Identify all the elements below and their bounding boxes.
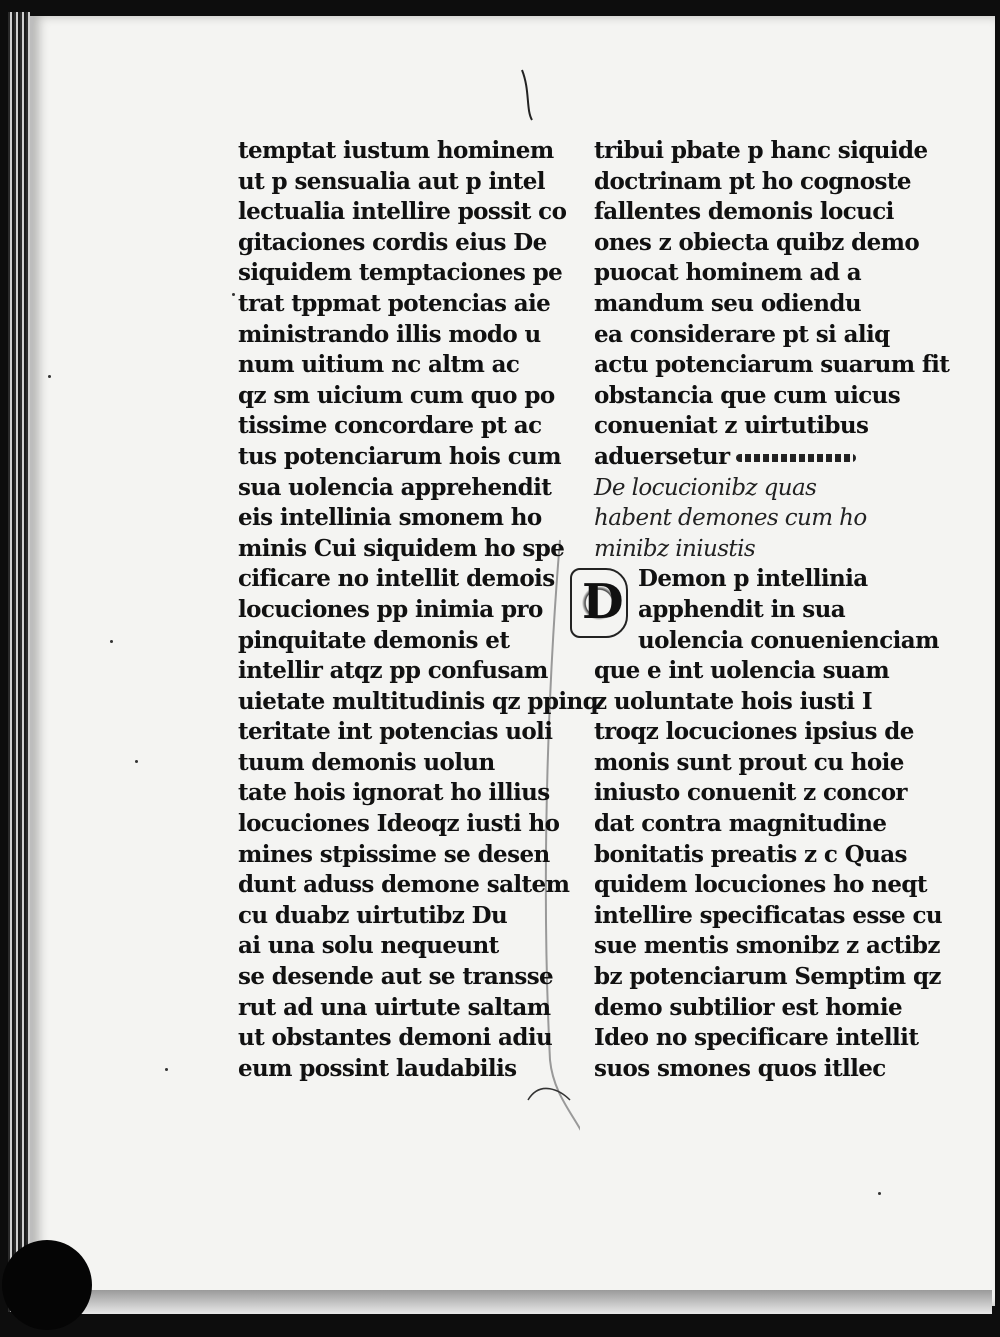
text-line: teritate int potencias uoli (238, 718, 553, 746)
text-line: habent demones cum ho (594, 505, 867, 532)
text-line: ministrando illis modo u (238, 320, 541, 348)
text-line: suos smones quos itllec (594, 1054, 886, 1082)
text-line: uolencia conuenienciam (638, 626, 939, 654)
speckle (232, 293, 235, 296)
corner-shadow (2, 1240, 92, 1330)
text-line: eum possint laudabilis (238, 1054, 517, 1082)
text-line: tus potenciarum hois cum (238, 442, 561, 470)
page-bottom-shadow (30, 1290, 992, 1314)
text-line: doctrinam pt ho cognoste (594, 167, 911, 195)
left-text-column (238, 136, 599, 1084)
text-line: que e int uolencia suam (594, 657, 890, 685)
text-line: dat contra magnitudine (594, 810, 887, 838)
text-line: cificare no intellit demois (238, 565, 555, 593)
text-line: actu potenciarum suarum fit (594, 351, 950, 379)
text-line: aduersetur (594, 442, 914, 473)
text-line: sua uolencia apprehendit (238, 473, 552, 501)
text-line: locuciones pp inimia pro (238, 595, 543, 623)
text-line: puocat hominem ad a (594, 259, 862, 287)
text-line: z uoluntate hois iusti I (594, 687, 872, 715)
text-line: ut p sensualia aut p intel (238, 167, 545, 195)
text-line: conueniat z uirtutibus (594, 412, 869, 440)
text-line: ut obstantes demoni adiu (238, 1024, 553, 1052)
decorated-initial (570, 568, 628, 638)
text-line: fallentes demonis locuci (594, 198, 894, 226)
text-line: intellire specificatas esse cu (594, 901, 943, 929)
speckle (878, 1192, 881, 1195)
text-line: gitaciones cordis eius De (238, 228, 547, 256)
text-line: Demon p intellinia (638, 565, 868, 593)
text-line: bonitatis preatis z c Quas (594, 840, 907, 868)
text-line: minibz iniustis (594, 535, 756, 562)
text-line: quidem locuciones ho neqt (594, 871, 927, 899)
text-line: locuciones Ideoqz iusti ho (238, 810, 560, 838)
text-line: trat tppmat potencias aie (238, 289, 551, 317)
text-line: ai una solu nequeunt (238, 932, 499, 960)
speckle (110, 640, 113, 643)
text-line: mandum seu odiendu (594, 289, 861, 317)
text-line: ea considerare pt si aliq (594, 320, 890, 348)
text-line: monis sunt prout cu hoie (594, 748, 904, 776)
text-line: mines stpissime se desen (238, 840, 550, 868)
text-line: rut ad una uirtute saltam (238, 993, 551, 1021)
text-line: tissime concordare pt ac (238, 412, 542, 440)
text-line: sue mentis smonibz z actibz (594, 932, 940, 960)
text-line: pinquitate demonis et (238, 626, 510, 654)
text-line: tuum demonis uolun (238, 748, 495, 776)
text-line: cu duabz uirtutibz Du (238, 901, 508, 929)
text-line: qz sm uicium cum quo po (238, 381, 555, 409)
text-line: se desende aut se transse (238, 963, 554, 991)
speckle (135, 760, 138, 763)
text-line: bz potenciarum Semptim qz (594, 963, 941, 991)
text-line: dunt aduss demone saltem (238, 871, 570, 899)
text-line: ones z obiecta quibz demo (594, 228, 920, 256)
text-line: num uitium nc altm ac (238, 351, 520, 379)
text-line: eis intellinia smonem ho (238, 504, 542, 532)
speckle (48, 375, 51, 378)
right-text-column (594, 136, 950, 1084)
line-filler-mark (736, 454, 856, 462)
initial-letter: D (582, 574, 624, 630)
text-line: tribui pbate p hanc siquide (594, 137, 928, 164)
text-line: tate hois ignorat ho illius (238, 779, 550, 807)
text-line: De locucionibz quas (594, 474, 817, 501)
text-line: siquidem temptaciones pe (238, 259, 563, 287)
speckle (165, 1068, 168, 1071)
text-line: obstancia que cum uicus (594, 381, 901, 409)
text-line: temptat iustum hominem (238, 137, 554, 164)
text-line: intellir atqz pp confusam (238, 657, 548, 685)
text-line: troqz locuciones ipsius de (594, 718, 914, 746)
text-line: iniusto conuenit z concor (594, 779, 907, 807)
text-line: Ideo no specificare intellit (594, 1024, 919, 1052)
text-line: uietate multitudinis qz ppinq (238, 687, 599, 715)
text-line: demo subtilior est homie (594, 993, 903, 1021)
text-line: lectualia intellire possit co (238, 198, 567, 226)
page-edges (8, 12, 30, 1312)
text-line: minis Cui siquidem ho spe (238, 534, 565, 562)
text-line: apphendit in sua (638, 595, 846, 623)
